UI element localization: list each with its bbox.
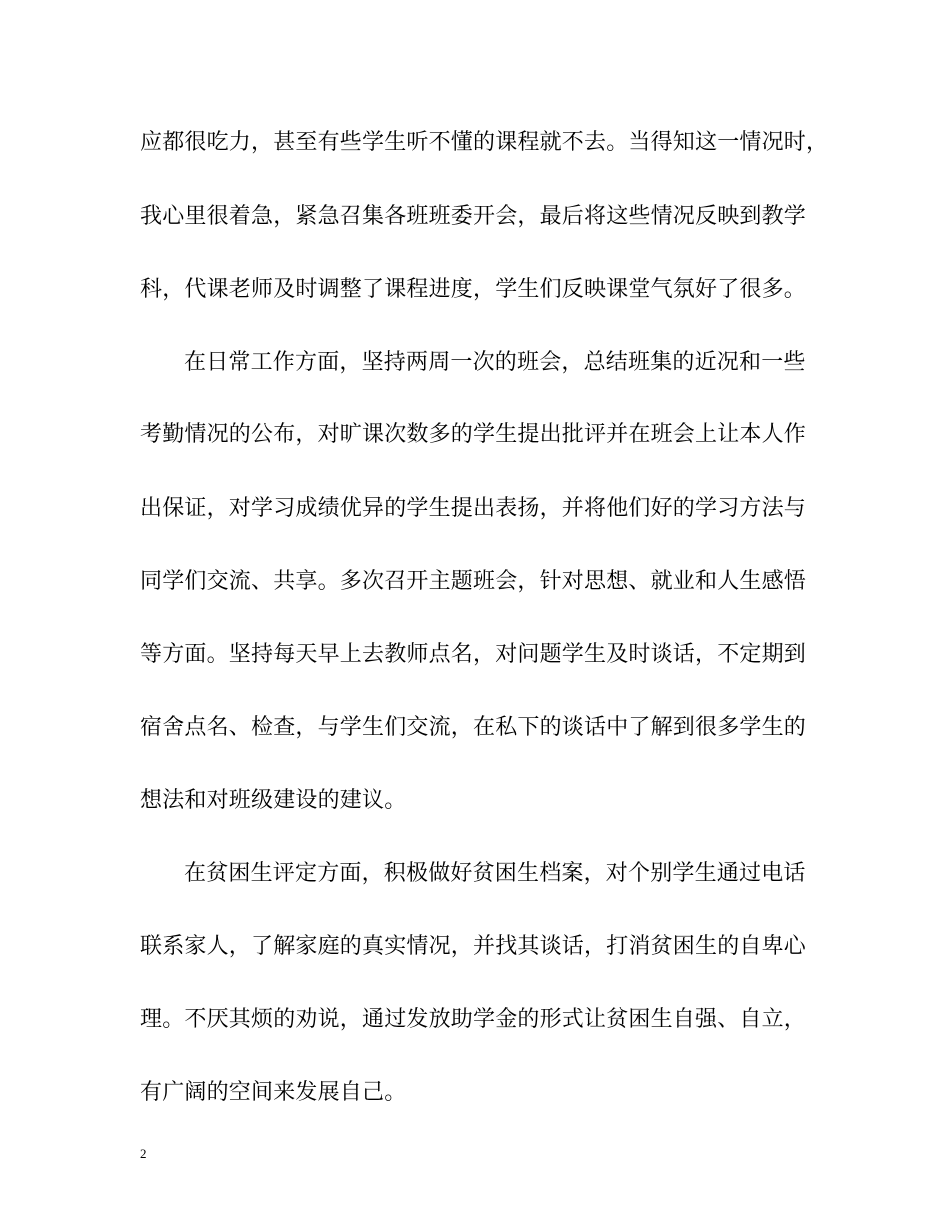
body-text-line-3: 科，代课老师及时调整了课程进度，学生们反映课堂气氛好了很多。 [140, 277, 807, 302]
body-text-line-7: 同学们交流、共享。多次召开主题班会，针对思想、就业和人生感悟 [140, 569, 807, 594]
body-text-line-6: 出保证，对学习成绩优异的学生提出表扬，并将他们好的学习方法与 [140, 496, 807, 521]
body-text-line-1: 应都很吃力，甚至有些学生听不懂的课程就不去。当得知这一情况时， [140, 130, 829, 155]
body-text-line-10: 想法和对班级建设的建议。 [140, 788, 407, 813]
body-text-line-9: 宿舍点名、检查，与学生们交流，在私下的谈话中了解到很多学生的 [140, 715, 807, 740]
body-text-line-13: 理。不厌其烦的劝说，通过发放助学金的形式让贫困生自强、自立， [140, 1007, 807, 1032]
page-number: 2 [140, 1146, 147, 1161]
body-text-line-14: 有广阔的空间来发展自己。 [140, 1080, 407, 1105]
body-text-line-11: 在贫困生评定方面，积极做好贫困生档案，对个别学生通过电话 [184, 861, 806, 886]
body-text-line-12: 联系家人，了解家庭的真实情况，并找其谈话，打消贫困生的自卑心 [140, 934, 807, 959]
body-text-line-4: 在日常工作方面，坚持两周一次的班会，总结班集的近况和一些 [184, 350, 806, 375]
body-text-line-5: 考勤情况的公布，对旷课次数多的学生提出批评并在班会上让本人作 [140, 422, 807, 447]
body-text-line-8: 等方面。坚持每天早上去教师点名，对问题学生及时谈话，不定期到 [140, 642, 807, 667]
body-text-line-2: 我心里很着急，紧急召集各班班委开会，最后将这些情况反映到教学 [140, 204, 807, 229]
